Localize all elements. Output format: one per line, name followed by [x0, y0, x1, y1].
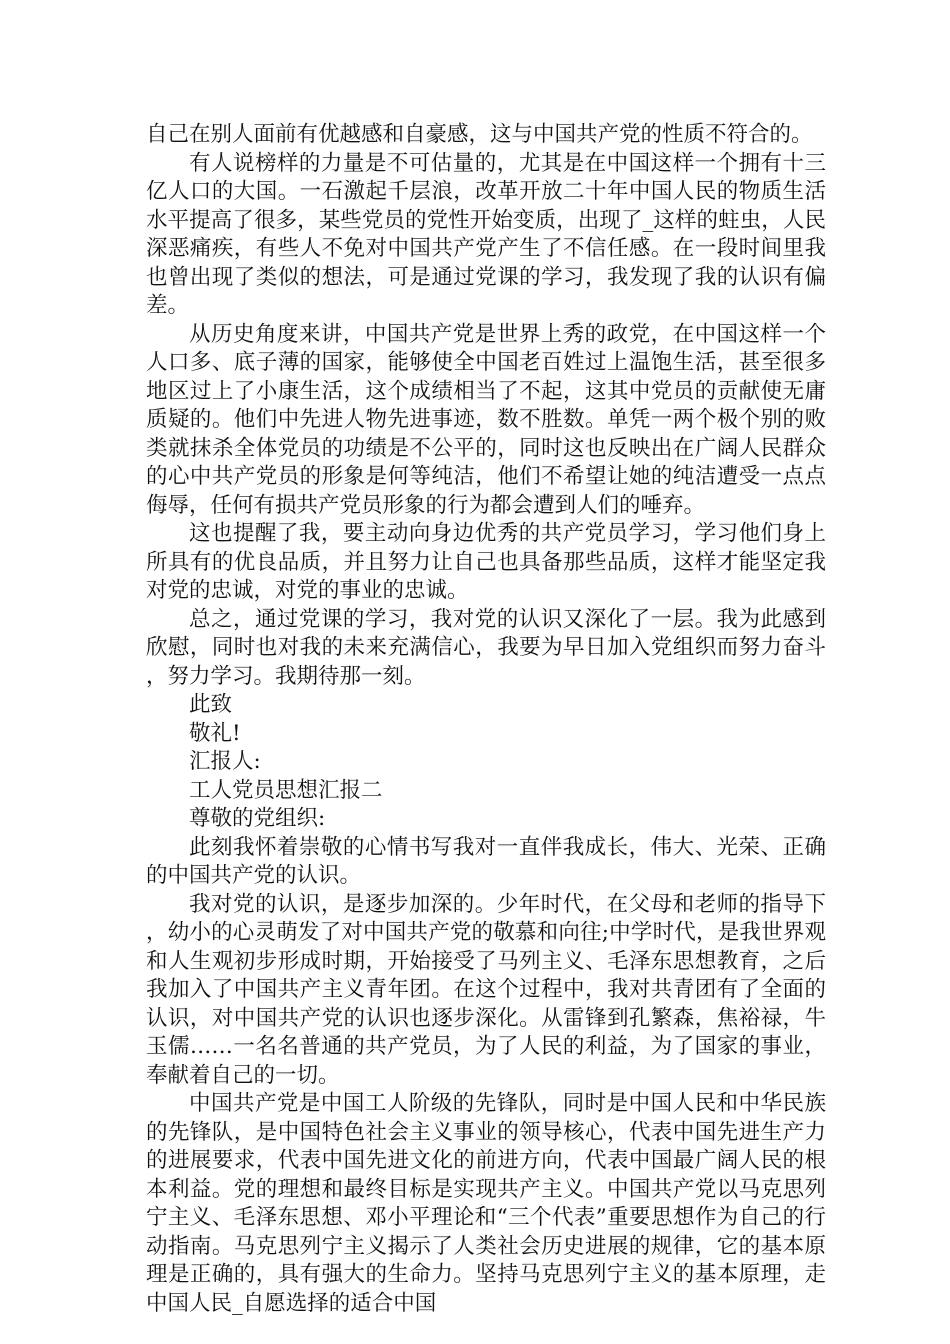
paragraph: 自己在别人面前有优越感和自豪感，这与中国共产党的性质不符合的。: [146, 122, 813, 147]
paragraph: 我对党的认识，是逐步加深的。少年时代，在父母和老师的指导下，幼小的心灵萌发了对中国共产党的敬慕和向往;中学时代，是我世界观和人生观初步形成时期，开始接受了马列主义、毛泽东思想教育，之后我加入了中国共产主义青年团。在这个过程中，我对共青团有了全面的认识，对中国共产党的认识也逐步深化。从雷锋到孔繁森，焦裕禄，牛玉儒……一名名普通的共产党员，为了人民的利益，为了国家的事业，奉献着自己的一切。: [146, 891, 826, 1088]
document-body: [146, 121, 826, 1318]
paragraph: 中国共产党是中国工人阶级的先锋队，同时是中国人民和中华民族的先锋队，是中国特色社会主义事业的领导核心，代表中国先进生产力的进展要求，代表中国先进文化的前进方向，代表中国最广阔人民的根本利益。党的理想和最终目标是实现共产主义。中国共产党以马克思列宁主义、毛泽东思想、邓小平理论和“三个代表”重要思想作为自己的行动指南。马克思列宁主义揭示了人类社会历史进展的规律，它的基本原理是正确的，具有强大的生命力。坚持马克思列宁主义的基本原理，走中国人民_自愿选择的适合中国: [146, 1091, 826, 1316]
paragraph: 此刻我怀着崇敬的心情书写我对一直伴我成长，伟大、光荣、正确的中国共产党的认识。: [146, 834, 826, 888]
section-title: 工人党员思想汇报二: [189, 777, 383, 803]
closing-regards: 敬礼!: [189, 720, 241, 746]
paragraph: 总之，通过党课的学习，我对党的认识又深化了一层。我为此感到欣慰，同时也对我的未来充满信心，我要为早日加入党组织而努力奋斗，努力学习。我期待那一刻。: [146, 606, 826, 689]
paragraph: 从历史角度来讲，中国共产党是世界上秀的政党，在中国这样一个人口多、底子薄的国家，能够使全中国老百姓过上温饱生活，甚至很多地区过上了小康生活，这个成绩相当了不起，这其中党员的贡献使无庸质疑的。他们中先进人物先进事迹，数不胜数。单凭一两个极个别的败类就抹杀全体党员的功绩是不公平的，同时这也反映出在广阔人民群众的心中共产党员的形象是何等纯洁，他们不希望让她的纯洁遭受一点点侮辱，任何有损共产党员形象的行为都会遭到人们的唾弃。: [146, 321, 826, 518]
paragraph: 有人说榜样的力量是不可估量的，尤其是在中国这样一个拥有十三亿人口的大国。一石激起千层浪，改革开放二十年中国人民的物质生活水平提高了很多，某些党员的党性开始变质，出现了_这样的蛀虫，人民深恶痛疾，有些人不免对中国共产党产生了不信任感。在一段时间里我也曾出现了类似的想法，可是通过党课的学习，我发现了我的认识有偏差。: [146, 150, 826, 318]
greeting: 尊敬的党组织:: [189, 806, 326, 831]
reporter-label: 汇报人:: [189, 749, 261, 774]
closing-salutation: 此致: [189, 692, 233, 717]
paragraph: 这也提醒了我，要主动向身边优秀的共产党员学习，学习他们身上所具有的优良品质，并且努力让自己也具备那些品质，这样才能坚定我对党的忠诚，对党的事业的忠诚。: [146, 521, 826, 603]
